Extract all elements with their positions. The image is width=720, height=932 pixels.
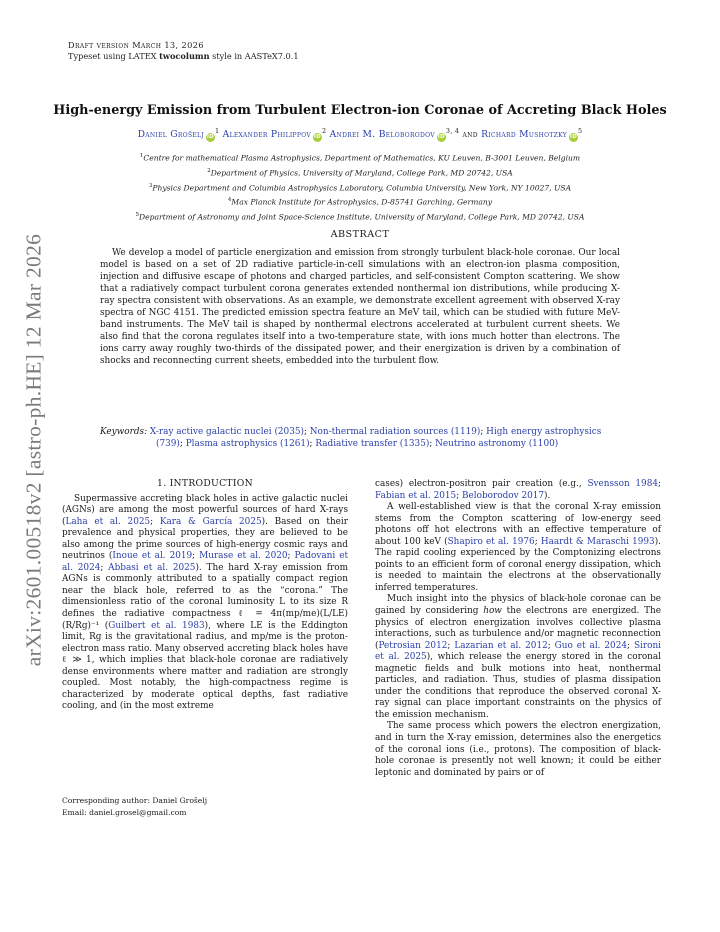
keywords-list: X-ray active galactic nuclei (2035); Non-thermal radiation sources (1119); High energy astrophysics (739); Plasma astrophysics (1261); Radiative transfer (1335); Neutrino astronomy (1100)	[149, 427, 602, 449]
citation-link[interactable]: Murase et al. 2020	[199, 551, 288, 562]
author-list	[40, 127, 680, 142]
citation-link[interactable]: Beloborodov 2017	[462, 490, 545, 501]
draft-header	[68, 40, 299, 62]
arxiv-stamp	[16, 230, 52, 670]
affiliation-text: Department of Astronomy and Joint Space-Science Institute, University of Maryland, College Park, MD 20742, USA	[139, 212, 585, 222]
corresponding-author	[62, 795, 348, 818]
abstract-text: We develop a model of particle energization and emission from strongly turbulent black-hole coronae. Our local model is based on a set of 2D radiative particle-in-cell simulations with an electron-ion plasma composition, injection and diffusive escape of photons and charged particles, and self-consistent Compton scattering. We show that a radiatively compact turbulent corona generates extended nonthermal ion distributions, while producing X-ray spectra consistent with observations. As an example, we demonstrate excellent agreement with observed X-ray spectra of NGC 4151. The predicted emission spectra feature an MeV tail, which can be studied with future MeV-band instruments. The MeV tail is shaped by nonthermal electrons accelerated at turbulent current sheets. We also find that the corona regulates itself into a two-temperature state, with ions much hotter than electrons. The ions carry away roughly two-thirds of the dissipated power, and their energization is driven by a combination of shocks and reconnecting current sheets, embedded into the turbulent flow.	[100, 248, 620, 366]
affiliation-text: Department of Physics, University of Maryland, College Park, MD 20742, USA	[210, 168, 513, 178]
citation-link[interactable]: Shapiro et al. 1976	[447, 536, 535, 547]
citation-link[interactable]: Laha et al. 2025	[65, 516, 151, 527]
citation-link[interactable]: Guo et al. 2024	[554, 640, 628, 651]
affiliation-text: Physics Department and Columbia Astrophysics Laboratory, Columbia University, New York, NY 10027, USA	[152, 183, 572, 193]
emphasis: how	[483, 606, 502, 617]
intro-paragraph-2: A well-established view is that the coronal X-ray emission stems from the Compton scattering of low-energy seed photons off hot electrons with an effective temperature of about 100 keV (Shapiro et al. 1976; Haardt & Maraschi 1993). The rapid cooling experienced by the Comptonizing electrons points to an efficient form of coronal energy dissipation, which is needed to maintain the electrons at the observationally inferred temperatures.	[375, 502, 661, 593]
author-affiliation-mark: 1	[215, 127, 220, 135]
author-and: and	[462, 129, 478, 141]
arxiv-stamp-text: arXiv:2601.00518v2 [astro-ph.HE] 12 Mar 2026	[21, 233, 46, 667]
citation-link[interactable]: Padovani et al. 2024	[62, 551, 349, 573]
orcid-icon[interactable]: iD	[570, 134, 578, 141]
citation-link[interactable]: Svensson 1984	[587, 479, 659, 489]
corresponding-author-name: Corresponding author: Daniel Grošelj	[62, 796, 208, 805]
affiliation-text: Max Planck Institute for Astrophysics, D-85741 Garching, Germany	[231, 198, 493, 208]
abstract-heading: ABSTRACT	[330, 229, 390, 240]
citation-link[interactable]: Haardt & Maraschi 1993	[540, 536, 655, 547]
affiliation	[40, 209, 680, 224]
affiliation-mark: 5	[135, 212, 139, 219]
keyword-link[interactable]: Plasma astrophysics (1261)	[185, 439, 310, 449]
keyword-link[interactable]: High energy astrophysics (739)	[156, 427, 602, 449]
affiliation-list	[40, 150, 680, 224]
paper-title: High-energy Emission from Turbulent Electron-ion Coronae of Accreting Black Holes	[53, 103, 667, 118]
citation-link[interactable]: Kara & García 2025	[159, 516, 262, 527]
intro-paragraph-1: Supermassive accreting black holes in active galactic nuclei (AGNs) are among the most powerful sources of hard X-rays (Laha et al. 2025; Kara & García 2025). Based on their prevalence and physical properties, they are believed to be also among the prime sources of high-energy cosmic rays and neutrinos (Inoue et al. 2019; Murase et al. 2020; Padovani et al. 2024; Abbasi et al. 2025). The hard X-ray emission from AGNs is commonly attributed to a spatially compact region near the black hole, referred to as the “corona.” The dimensionless ratio of the coronal luminosity L to its size R defines the radiative compactness ℓ = 4π(mp/me)(L/LE)(R/Rg)⁻¹ (Guilbert et al. 1983), where LE is the Eddington limit, Rg is the gravitational radius, and mp/me is the proton-electron mass ratio. Many observed accreting black holes have ℓ ≫ 1, which implies that black-hole coronae are radiatively dense environments where matter and radiation are strongly coupled. Most notably, the high-compactness regime is characterized by moderate optical depths, fast radiative cooling, and (in the most extreme	[62, 493, 349, 712]
affiliation-mark: 2	[207, 167, 211, 174]
author-name[interactable]: Alexander Philippov	[222, 129, 311, 141]
intro-paragraph-1-continued: cases) electron-positron pair creation (e.g., Svensson 1984; Fabian et al. 2015; Beloborodov 2017).	[375, 479, 662, 501]
affiliation	[40, 180, 680, 195]
affiliation-text: Centre for mathematical Plasma Astrophysics, Department of Mathematics, KU Leuven, B-3001 Leuven, Belgium	[143, 153, 581, 163]
latex-logo: LATEX	[128, 51, 160, 61]
keyword-link[interactable]: Neutrino astronomy (1100)	[435, 439, 559, 449]
author-affiliation-mark: 5	[578, 127, 583, 135]
typeset-line: Typeset using LATEX twocolumn style in AASTeX7.0.1	[68, 51, 299, 61]
affiliation-mark: 4	[227, 197, 232, 204]
right-column	[375, 479, 661, 779]
affiliation	[40, 194, 680, 209]
keywords	[100, 426, 620, 450]
corresponding-author-email[interactable]: Email: daniel.grosel@gmail.com	[62, 807, 187, 817]
section-heading-introduction: 1. INTRODUCTION	[157, 478, 253, 489]
author-name[interactable]: Daniel Grošelj	[137, 129, 205, 141]
intro-paragraph-3: Much insight into the physics of black-hole coronae can be gained by considering how the electrons are energized. The physics of electron energization involves collective plasma interactions, such as turbulence and/or magnetic reconnection (Petrosian 2012; Lazarian et al. 2012; Guo et al. 2024; Sironi et al. 2025), which release the energy stored in the coronal magnetic fields and bulk motions into heat, nonthermal particles, and radiation. Thus, studies of plasma dissipation under the conditions that reproduce the observed coronal X-ray signal can place important constraints on the physics of the emission mechanism.	[375, 594, 662, 720]
citation-link[interactable]: Fabian et al. 2015	[375, 490, 457, 501]
citation-link[interactable]: Petrosian 2012	[378, 640, 448, 651]
intro-paragraph-4: The same process which powers the electron energization, and in turn the X-ray emission, determines also the energetics of the coronal ions (i.e., protons). The composition of black-hole coronae is presently not well known; it could be either leptonic and dominated by pairs or of	[375, 721, 661, 778]
author-affiliation-mark: 2	[321, 127, 327, 135]
affiliation-mark: 3	[148, 182, 153, 189]
author-affiliation-mark: 3, 4	[445, 127, 460, 135]
author-name[interactable]: Richard Mushotzky	[481, 129, 568, 141]
orcid-icon[interactable]: iD	[207, 134, 215, 141]
keyword-link[interactable]: X-ray active galactic nuclei (2035)	[149, 427, 304, 437]
affiliation	[40, 150, 680, 165]
citation-link[interactable]: Lazarian et al. 2012	[454, 640, 548, 651]
author-name[interactable]: Andrei M. Beloborodov	[329, 129, 435, 141]
affiliation-mark: 1	[139, 153, 144, 159]
keywords-label: Keywords:	[100, 427, 148, 437]
affiliation	[40, 165, 680, 180]
left-column	[62, 478, 348, 713]
citation-link[interactable]: Abbasi et al. 2025	[108, 562, 196, 573]
citation-link[interactable]: Guilbert et al. 1983	[108, 620, 205, 631]
draft-version-line: Draft version March 13, 2026	[68, 40, 204, 50]
orcid-icon[interactable]: iD	[437, 134, 445, 141]
keyword-link[interactable]: Non-thermal radiation sources (1119)	[309, 427, 481, 437]
citation-link[interactable]: Inoue et al. 2019	[112, 551, 193, 562]
keyword-link[interactable]: Radiative transfer (1335)	[315, 439, 430, 449]
citation-link[interactable]: Sironi et al. 2025	[375, 640, 662, 663]
orcid-icon[interactable]: iD	[313, 134, 321, 141]
